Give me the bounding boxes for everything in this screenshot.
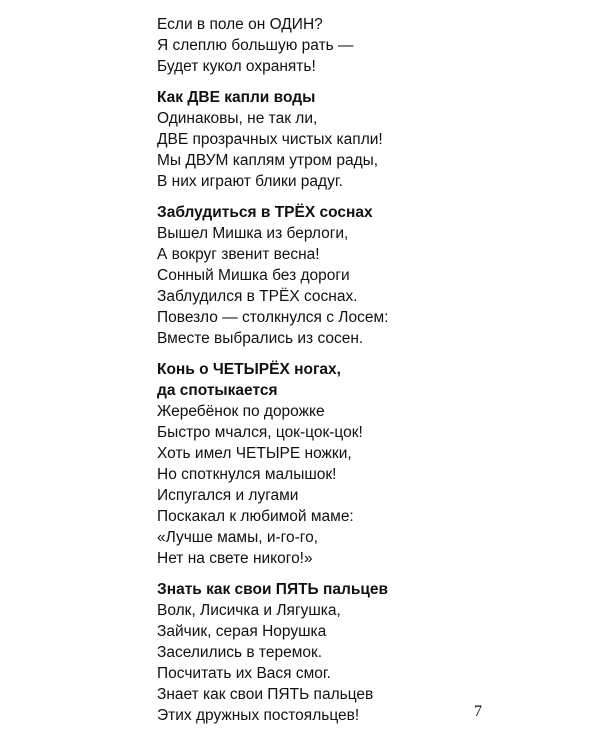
poem-line: Быстро мчался, цок-цок-цок! <box>157 424 363 441</box>
page-number: 7 <box>474 703 482 720</box>
poem-line: Вышел Мишка из берлоги, <box>157 225 349 242</box>
poem-line: Посчитать их Вася смог. <box>157 665 331 682</box>
poem-line: «Лучше мамы, и-го-го, <box>157 529 318 546</box>
poem-line: Нет на свете никого!» <box>157 550 313 567</box>
poem-line: В них играют блики радуг. <box>157 173 343 190</box>
poem-line: Знает как свои ПЯТЬ пальцев <box>157 686 374 703</box>
page-content <box>157 14 557 726</box>
poem-line: Этих дружных постояльцев! <box>157 707 360 724</box>
poem-line: Повезло — столкнулся с Лосем: <box>157 309 389 326</box>
poem-line: Зайчик, серая Норушка <box>157 623 327 640</box>
poem-line: Хоть имел ЧЕТЫРЕ ножки, <box>157 445 352 462</box>
section-title: Заблудиться в ТРЁХ соснах <box>157 204 373 221</box>
section-title: да спотыкается <box>157 382 278 399</box>
section-two-drops <box>157 87 557 192</box>
section-four-legs <box>157 359 557 569</box>
poem-line: ДВЕ прозрачных чистых капли! <box>157 131 383 148</box>
section-title: Как ДВЕ капли воды <box>157 89 316 106</box>
poem-line: Заселились в теремок. <box>157 644 323 661</box>
section-title: Знать как свои ПЯТЬ пальцев <box>157 581 389 598</box>
section-title: Конь о ЧЕТЫРЁХ ногах, <box>157 361 341 378</box>
poem-line: Если в поле он ОДИН? <box>157 16 323 33</box>
poem-line: Но споткнулся малышок! <box>157 466 337 483</box>
poem-line: Волк, Лисичка и Лягушка, <box>157 602 341 619</box>
poem-line: Испугался и лугами <box>157 487 299 504</box>
intro-stanza <box>157 14 557 77</box>
poem-line: Поскакал к любимой маме: <box>157 508 354 525</box>
section-three-pines <box>157 202 557 349</box>
poem-line: Жеребёнок по дорожке <box>157 403 325 420</box>
poem-line: Я слеплю большую рать — <box>157 37 354 54</box>
poem-line: Мы ДВУМ каплям утром рады, <box>157 152 379 169</box>
poem-line: Будет кукол охранять! <box>157 58 316 75</box>
poem-line: Сонный Мишка без дороги <box>157 267 350 284</box>
poem-line: Заблудился в ТРЁХ соснах. <box>157 288 358 305</box>
section-five-fingers <box>157 579 557 726</box>
poem-line: А вокруг звенит весна! <box>157 246 320 263</box>
poem-line: Одинаковы, не так ли, <box>157 110 318 127</box>
poem-line: Вместе выбрались из сосен. <box>157 330 364 347</box>
